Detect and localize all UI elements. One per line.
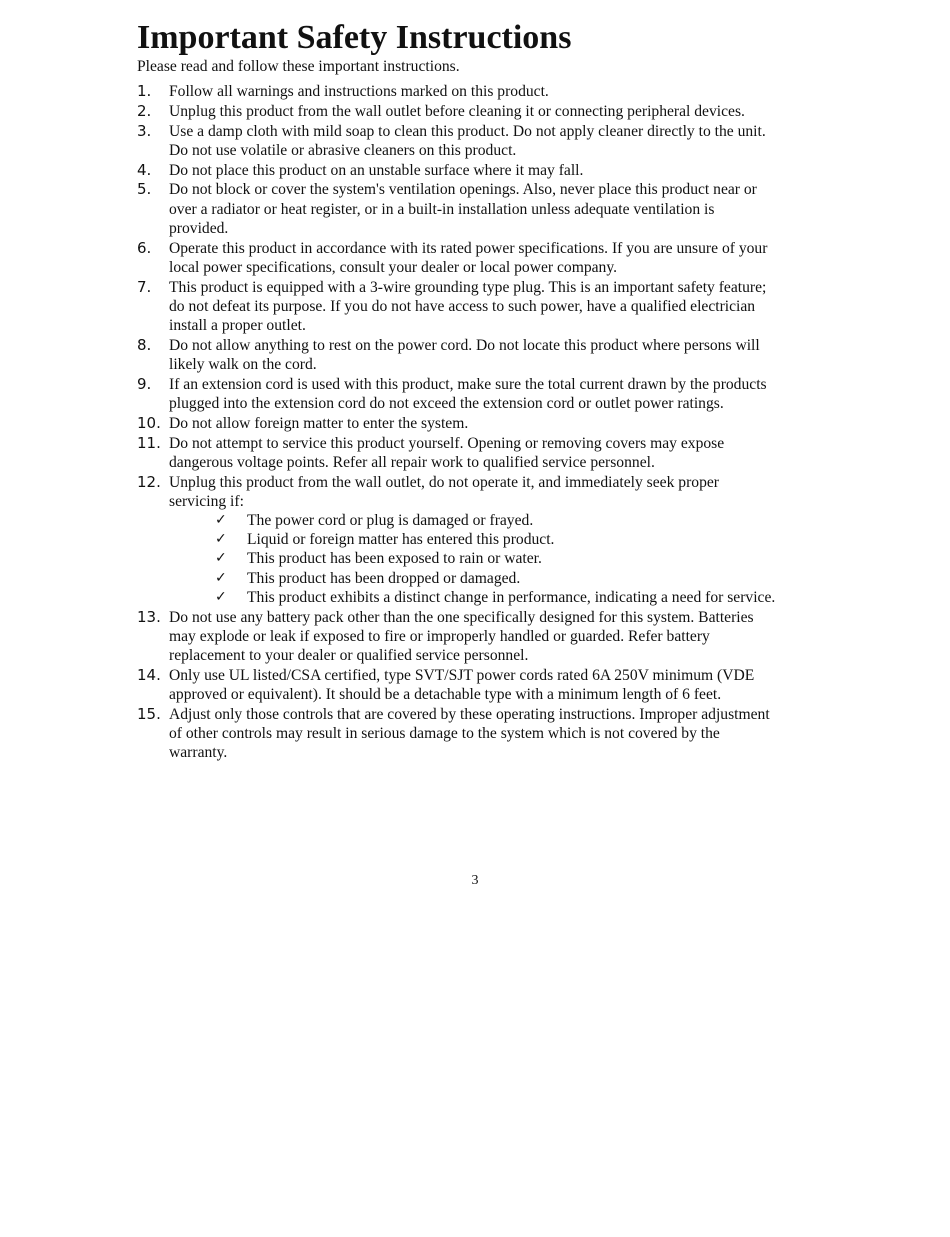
instruction-item xyxy=(137,180,777,238)
instruction-item xyxy=(137,336,777,374)
item-text: Unplug this product from the wall outlet, do not operate it, and immediately seek proper servicing if: xyxy=(169,473,719,510)
checkmark-icon: ✓ xyxy=(215,569,227,586)
item-number: 15. xyxy=(137,704,161,723)
item-text: Follow all warnings and instructions marked on this product. xyxy=(169,83,549,100)
checklist-item xyxy=(215,569,777,588)
instruction-item xyxy=(137,666,777,704)
item-number: 9. xyxy=(137,374,152,393)
instruction-list xyxy=(137,82,777,762)
page-subtitle: Please read and follow these important instructions. xyxy=(137,58,460,75)
item-text: Do not attempt to service this product yourself. Opening or removing covers may expose dangerous voltage points. Refer all repair work to qualified service personnel. xyxy=(169,434,725,471)
checkmark-icon: ✓ xyxy=(215,512,227,528)
instruction-item xyxy=(137,434,777,472)
instruction-item xyxy=(137,608,777,666)
item-number: 10. xyxy=(137,413,161,432)
item-text: Do not allow foreign matter to enter the system. xyxy=(169,414,469,432)
instruction-item xyxy=(137,705,777,763)
item-number: 5. xyxy=(137,180,152,199)
servicing-checklist xyxy=(169,511,777,607)
instruction-item xyxy=(137,161,777,180)
checklist-text: The power cord or plug is damaged or frayed. xyxy=(247,512,534,529)
checklist-item xyxy=(215,549,777,568)
item-number: 4. xyxy=(137,160,152,179)
item-text: Do not block or cover the system's ventilation openings. Also, never place this product near or over a radiator or heat register, or in a built-in installation unless adequate ventilation is provided. xyxy=(169,181,757,237)
checklist-item xyxy=(215,530,777,549)
item-number: 8. xyxy=(137,335,152,354)
item-text: Do not place this product on an unstable surface where it may fall. xyxy=(169,161,584,179)
instruction-item xyxy=(137,278,777,336)
item-number: 3. xyxy=(137,121,152,140)
item-number: 2. xyxy=(137,101,152,120)
item-text: Do not allow anything to rest on the power cord. Do not locate this product where persons will likely walk on the cord. xyxy=(169,336,760,373)
item-number: 6. xyxy=(137,238,152,257)
item-number: 7. xyxy=(137,277,152,296)
item-number: 14. xyxy=(137,665,161,684)
item-text: Do not use any battery pack other than the one specifically designed for this system. Batteries may explode or leak if exposed to fire or improperly handled or guarded. Refer battery replacement to your dealer or qualified service personnel. xyxy=(169,608,754,665)
checklist-item xyxy=(215,588,777,607)
instruction-item xyxy=(137,414,777,433)
item-number: 11. xyxy=(137,433,161,452)
instruction-item xyxy=(137,375,777,413)
item-text: If an extension cord is used with this product, make sure the total current drawn by the products plugged into the extension cord do not exceed the extension cord or outlet power ratings. xyxy=(169,375,767,412)
instruction-item xyxy=(137,82,777,101)
page-title: Important Safety Instructions xyxy=(137,19,572,56)
checkmark-icon: ✓ xyxy=(215,550,227,567)
checklist-text: This product exhibits a distinct change in performance, indicating a need for service. xyxy=(247,588,776,606)
document-page xyxy=(137,18,777,763)
item-text: This product is equipped with a 3-wire grounding type plug. This is an important safety feature; do not defeat its purpose. If you do not have access to such power, have a qualified electrician install a proper outlet. xyxy=(169,278,767,334)
item-text: Unplug this product from the wall outlet before cleaning it or connecting peripheral devices. xyxy=(169,102,745,120)
instruction-item xyxy=(137,473,777,607)
page-number: 3 xyxy=(471,873,479,888)
checklist-text: This product has been dropped or damaged. xyxy=(247,569,521,587)
item-number: 13. xyxy=(137,607,161,626)
instruction-item xyxy=(137,122,777,160)
item-number: 1. xyxy=(137,82,152,100)
checkmark-icon: ✓ xyxy=(215,531,227,548)
checkmark-icon: ✓ xyxy=(215,588,227,605)
item-text: Only use UL listed/CSA certified, type SVT/SJT power cords rated 6A 250V minimum (VDE approved or equivalent). It should be a detachable type with a minimum length of 6 feet. xyxy=(169,666,755,704)
item-text: Adjust only those controls that are covered by these operating instructions. Improper adjustment of other controls may result in serious damage to the system which is not covered by the warranty. xyxy=(169,705,770,762)
item-text: Use a damp cloth with mild soap to clean this product. Do not apply cleaner directly to the unit. Do not use volatile or abrasive cleaners on this product. xyxy=(169,122,766,159)
checklist-text: This product has been exposed to rain or water. xyxy=(247,550,542,568)
instruction-item xyxy=(137,102,777,121)
item-number: 12. xyxy=(137,472,161,491)
checklist-item xyxy=(215,511,777,530)
item-text: Operate this product in accordance with its rated power specifications. If you are unsure of your local power specifications, consult your dealer or local power company. xyxy=(169,239,768,276)
instruction-item xyxy=(137,239,777,277)
checklist-text: Liquid or foreign matter has entered this product. xyxy=(247,531,555,549)
